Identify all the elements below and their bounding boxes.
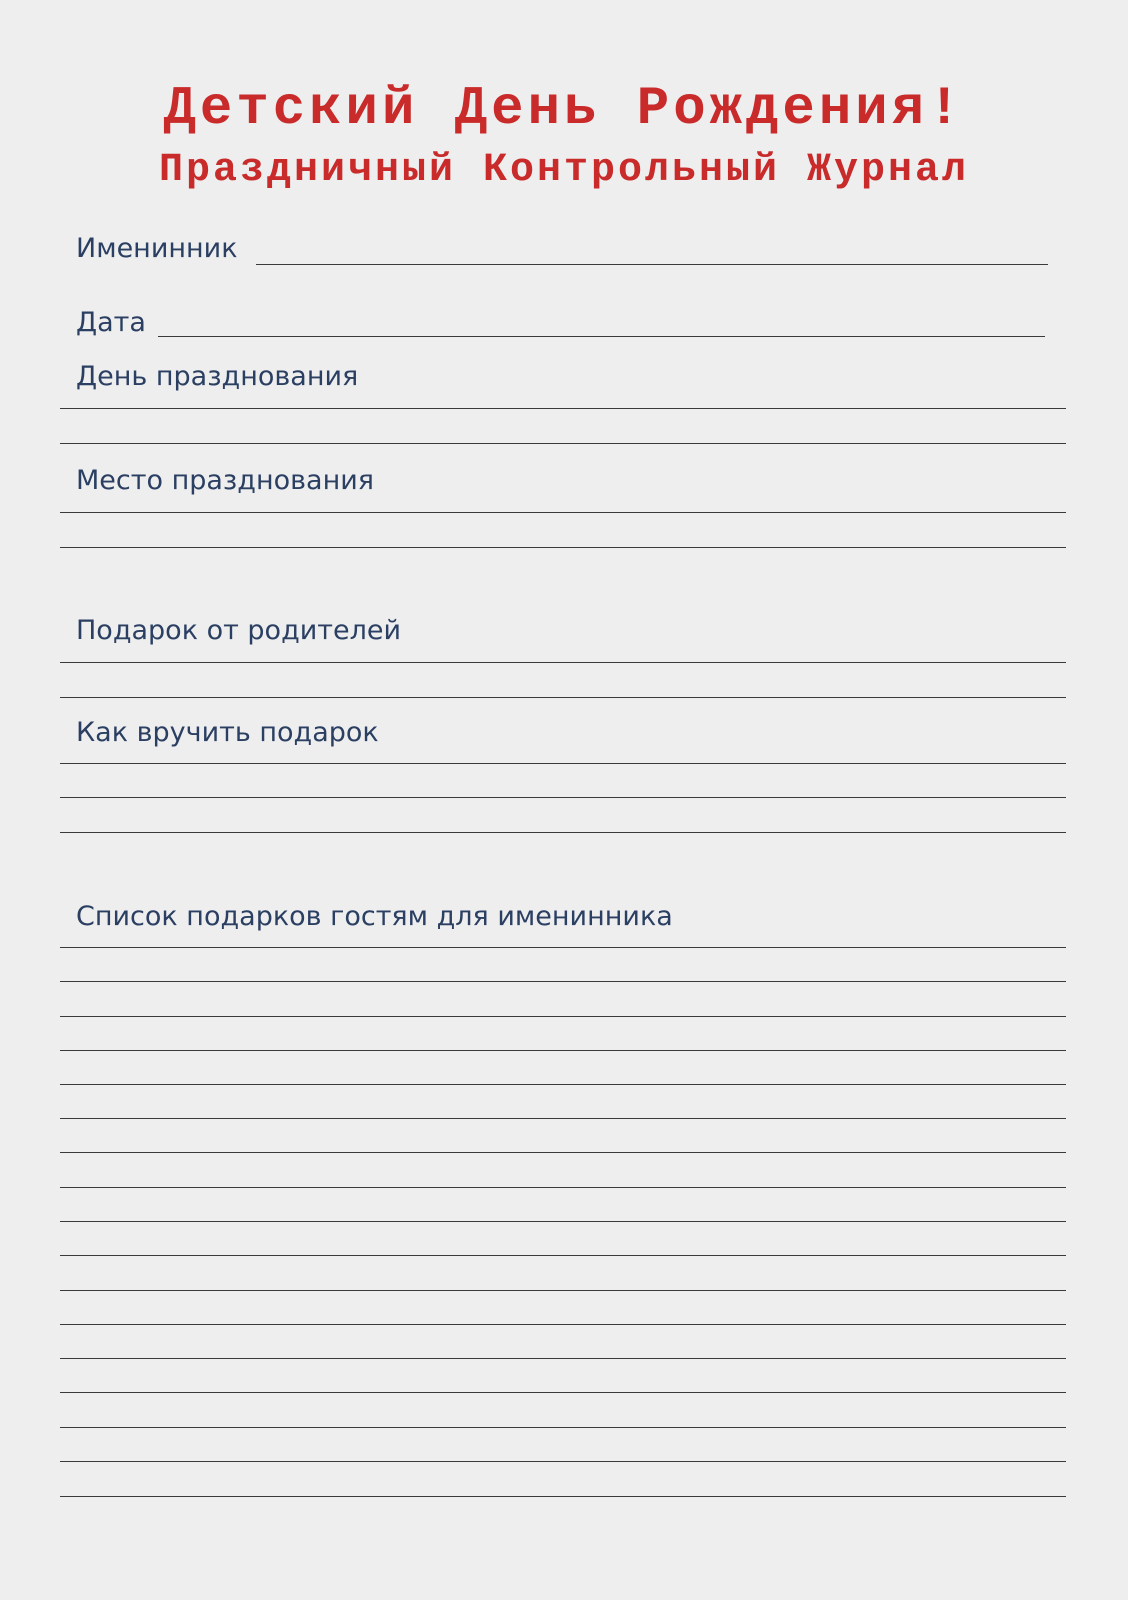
guest-gifts-line-3[interactable] [60,1016,1066,1017]
guest-gifts-line-12[interactable] [60,1324,1066,1325]
guest-gifts-line-1[interactable] [60,947,1066,948]
guest-gifts-list-label: Список подарков гостям для именинника [76,901,673,932]
guest-gifts-line-16[interactable] [60,1461,1066,1462]
guest-gifts-line-14[interactable] [60,1392,1066,1393]
date-label: Дата [76,307,146,338]
how-to-present-line-3[interactable] [60,832,1066,833]
how-to-present-label: Как вручить подарок [76,717,379,748]
celebration-place-line-2[interactable] [60,547,1066,548]
guest-gifts-line-5[interactable] [60,1084,1066,1085]
guest-gifts-line-10[interactable] [60,1255,1066,1256]
page-title: Детский День Рождения! [163,79,965,140]
guest-gifts-line-8[interactable] [60,1187,1066,1188]
parents-gift-line-1[interactable] [60,662,1066,663]
guest-gifts-line-17[interactable] [60,1496,1066,1497]
birthday-person-label: Именинник [76,233,238,264]
guest-gifts-line-15[interactable] [60,1427,1066,1428]
parents-gift-label: Подарок от родителей [76,615,402,646]
celebration-day-line-2[interactable] [60,443,1066,444]
celebration-day-label: День празднования [76,361,359,392]
parents-gift-line-2[interactable] [60,697,1066,698]
guest-gifts-line-6[interactable] [60,1118,1066,1119]
birthday-person-field[interactable] [256,264,1048,265]
date-field[interactable] [158,336,1045,337]
guest-gifts-line-13[interactable] [60,1358,1066,1359]
celebration-place-label: Место празднования [76,465,375,496]
celebration-day-line-1[interactable] [60,408,1066,409]
how-to-present-line-2[interactable] [60,797,1066,798]
guest-gifts-line-2[interactable] [60,981,1066,982]
celebration-place-line-1[interactable] [60,512,1066,513]
guest-gifts-line-7[interactable] [60,1152,1066,1153]
guest-gifts-line-9[interactable] [60,1221,1066,1222]
how-to-present-line-1[interactable] [60,763,1066,764]
guest-gifts-line-4[interactable] [60,1050,1066,1051]
guest-gifts-line-11[interactable] [60,1290,1066,1291]
page-subtitle: Праздничный Контрольный Журнал [158,148,970,193]
